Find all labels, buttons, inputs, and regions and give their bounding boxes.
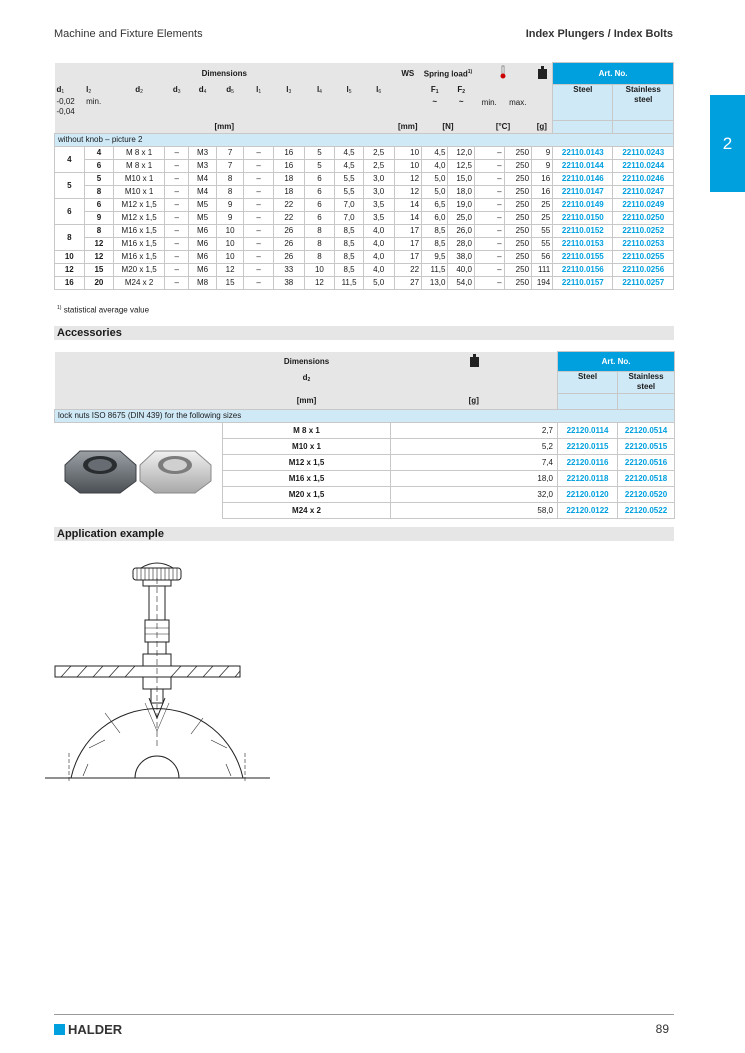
cell: 54,0 — [448, 277, 474, 290]
cell[interactable]: 22110.0247 — [613, 186, 674, 199]
cell: M3 — [189, 160, 217, 173]
cell: – — [474, 160, 504, 173]
header-section-title: Machine and Fixture Elements — [54, 28, 203, 40]
table-row — [55, 160, 674, 173]
cell: 8 — [216, 186, 244, 199]
index-plunger-table — [54, 62, 674, 290]
application-heading: Application example — [54, 527, 674, 541]
cell: 250 — [504, 173, 532, 186]
cell: – — [474, 147, 504, 160]
cell: M12 x 1,5 — [114, 212, 165, 225]
application-drawing — [45, 548, 270, 793]
cell: M4 — [189, 173, 217, 186]
cell: 4,5 — [422, 147, 448, 160]
cell: 16 — [532, 173, 553, 186]
cell: 12,0 — [448, 147, 474, 160]
cell: 4,0 — [363, 264, 394, 277]
cell: M6 — [189, 251, 217, 264]
cell: 250 — [504, 212, 532, 225]
col-l2: $l_2$ min. — [86, 84, 102, 106]
table-row — [55, 173, 674, 186]
unit-c: [°C] — [495, 121, 511, 131]
acc-art-no-header: Art. No. — [558, 352, 675, 372]
cell-art-stainless[interactable]: 22120.0515 — [618, 439, 675, 455]
cell: M6 — [189, 264, 217, 277]
acc-dimensions-header: Dimensions — [283, 356, 330, 366]
cell: 11,5 — [335, 277, 364, 290]
cell-size: M20 x 1,5 — [223, 487, 391, 503]
cell: 6 — [304, 173, 335, 186]
cell: 7 — [216, 160, 244, 173]
cell: 26 — [273, 238, 304, 251]
cell-art-stainless[interactable]: 22120.0520 — [618, 487, 675, 503]
spring-load-header: Spring load$^{1)}$ — [423, 69, 473, 79]
cell[interactable]: 22110.0249 — [613, 199, 674, 212]
cell: 27 — [394, 277, 422, 290]
cell: – — [165, 225, 189, 238]
cell: 10 — [216, 238, 244, 251]
logo-mark-icon — [54, 1024, 65, 1035]
cell-size: M10 x 1 — [223, 439, 391, 455]
cell[interactable]: 22110.0147 — [553, 186, 613, 199]
cell: 8 — [84, 186, 114, 199]
cell: 7 — [216, 147, 244, 160]
cell[interactable]: 22110.0157 — [553, 277, 613, 290]
cell: 17 — [394, 251, 422, 264]
cell: M5 — [189, 199, 217, 212]
col-l4: $l_4$ — [316, 84, 322, 95]
col-stainless: Stainless steel — [613, 85, 674, 121]
cell[interactable]: 22110.0255 — [613, 251, 674, 264]
cell: 250 — [504, 264, 532, 277]
cell: 40,0 — [448, 264, 474, 277]
cell: 6 — [304, 212, 335, 225]
weight-icon — [391, 352, 558, 372]
cell: M10 x 1 — [114, 186, 165, 199]
cell: 13,0 — [422, 277, 448, 290]
cell: 194 — [532, 277, 553, 290]
cell: 38 — [273, 277, 304, 290]
cell-size: M24 x 2 — [223, 503, 391, 519]
cell[interactable]: 22110.0152 — [553, 225, 613, 238]
cell: M24 x 2 — [114, 277, 165, 290]
cell: – — [244, 264, 274, 277]
cell-art-steel[interactable]: 22120.0114 — [558, 423, 618, 439]
cell: 111 — [532, 264, 553, 277]
cell: 4,0 — [363, 238, 394, 251]
unit-mm: [mm] — [214, 121, 235, 131]
cell: 6 — [84, 160, 114, 173]
cell: 4,5 — [335, 147, 364, 160]
cell: 55 — [532, 225, 553, 238]
col-f2: $F_2$ ~ — [457, 84, 466, 106]
col-d1: $d_1$ -0,02 -0,04 — [56, 84, 75, 116]
cell[interactable]: 22110.0146 — [553, 173, 613, 186]
cell: 5,5 — [335, 173, 364, 186]
cell: 12 — [304, 277, 335, 290]
cell[interactable]: 22110.0153 — [553, 238, 613, 251]
group-label: without knob – picture 2 — [55, 134, 674, 147]
cell: 12 — [394, 173, 422, 186]
cell: – — [474, 238, 504, 251]
cell[interactable]: 22110.0250 — [613, 212, 674, 225]
cell: M16 x 1,5 — [114, 238, 165, 251]
cell: – — [165, 212, 189, 225]
cell[interactable]: 22110.0155 — [553, 251, 613, 264]
cell: 22 — [273, 199, 304, 212]
cell: 8,5 — [335, 238, 364, 251]
cell: 15,0 — [448, 173, 474, 186]
cell: 12 — [394, 186, 422, 199]
col-d2: $d_2$ — [135, 84, 143, 95]
cell-art-steel[interactable]: 22120.0116 — [558, 455, 618, 471]
cell: 22 — [394, 264, 422, 277]
table-row — [55, 186, 674, 199]
cell: 8 — [304, 238, 335, 251]
cell: 33 — [273, 264, 304, 277]
cell: 250 — [504, 199, 532, 212]
cell: 6,0 — [422, 212, 448, 225]
cell: 8 — [216, 173, 244, 186]
cell: 7,0 — [335, 212, 364, 225]
cell: 250 — [504, 160, 532, 173]
cell: 9 — [216, 212, 244, 225]
cell: M4 — [189, 186, 217, 199]
col-l6: $l_6$ — [376, 84, 382, 95]
cell: 8 — [304, 251, 335, 264]
acc-col-d2: $d_2$ — [302, 372, 311, 383]
cell: 2,5 — [363, 147, 394, 160]
cell: 55 — [532, 238, 553, 251]
cell: 4,0 — [363, 225, 394, 238]
cell: 22 — [273, 212, 304, 225]
cell: 250 — [504, 277, 532, 290]
cell: – — [165, 264, 189, 277]
col-l1: $l_1$ — [256, 84, 262, 95]
cell-d1: 5 — [55, 173, 85, 199]
page-number: 89 — [655, 1022, 669, 1036]
cell[interactable]: 22110.0156 — [553, 264, 613, 277]
table-row — [55, 423, 675, 439]
cell: 250 — [504, 147, 532, 160]
cell: M 8 x 1 — [114, 147, 165, 160]
cell: – — [244, 277, 274, 290]
cell: 8 — [84, 225, 114, 238]
cell[interactable]: 22110.0253 — [613, 238, 674, 251]
cell: 16 — [532, 186, 553, 199]
col-d4: $d_4$ — [198, 84, 207, 95]
col-steel: Steel — [553, 85, 613, 121]
cell: 5,0 — [422, 173, 448, 186]
cell-size: M12 x 1,5 — [223, 455, 391, 471]
cell[interactable]: 22110.0149 — [553, 199, 613, 212]
cell: 5,0 — [422, 186, 448, 199]
table-row — [55, 277, 674, 290]
cell: 12 — [84, 251, 114, 264]
cell: – — [474, 264, 504, 277]
cell: – — [244, 238, 274, 251]
table-row — [55, 212, 674, 225]
cell: 8,5 — [335, 264, 364, 277]
cell: 250 — [504, 186, 532, 199]
cell: 3,0 — [363, 173, 394, 186]
cell: 4,0 — [363, 251, 394, 264]
cell: 5 — [304, 147, 335, 160]
cell: 18 — [273, 173, 304, 186]
cell: 14 — [394, 212, 422, 225]
cell: 9,5 — [422, 251, 448, 264]
cell: 10 — [394, 160, 422, 173]
cell-art-steel[interactable]: 22120.0118 — [558, 471, 618, 487]
thermometer-icon — [474, 63, 531, 85]
cell: 15 — [216, 277, 244, 290]
cell: – — [165, 173, 189, 186]
cell-art-stainless[interactable]: 22120.0516 — [618, 455, 675, 471]
cell: – — [474, 212, 504, 225]
cell-weight: 7,4 — [391, 455, 558, 471]
cell-weight: 5,2 — [391, 439, 558, 455]
cell: 26 — [273, 225, 304, 238]
table-row — [55, 147, 674, 160]
cell: M6 — [189, 238, 217, 251]
col-min: min. — [481, 97, 497, 107]
cell[interactable]: 22110.0144 — [553, 160, 613, 173]
halder-logo: HALDER — [54, 1022, 122, 1037]
cell[interactable]: 22110.0143 — [553, 147, 613, 160]
cell: M 8 x 1 — [114, 160, 165, 173]
cell: 10 — [216, 251, 244, 264]
acc-group-label: lock nuts ISO 8675 (DIN 439) for the following sizes — [55, 410, 675, 423]
cell[interactable]: 22110.0252 — [613, 225, 674, 238]
cell-weight: 18,0 — [391, 471, 558, 487]
cell: – — [165, 251, 189, 264]
cell: – — [165, 277, 189, 290]
weight-icon — [532, 63, 553, 85]
cell-weight: 32,0 — [391, 487, 558, 503]
cell: 11,5 — [422, 264, 448, 277]
cell: 8 — [304, 225, 335, 238]
acc-col-steel: Steel — [558, 372, 618, 394]
cell-d1: 8 — [55, 225, 85, 251]
cell-d1: 16 — [55, 277, 85, 290]
ws-header: WS — [401, 68, 415, 78]
cell: 9 — [84, 212, 114, 225]
cell: 9 — [532, 160, 553, 173]
cell: 9 — [532, 147, 553, 160]
acc-col-stainless: Stainless steel — [618, 372, 675, 394]
cell: 12 — [216, 264, 244, 277]
cell: – — [165, 160, 189, 173]
cell: – — [165, 238, 189, 251]
cell: – — [474, 225, 504, 238]
cell: – — [244, 225, 274, 238]
cell: M8 — [189, 277, 217, 290]
cell: 10 — [304, 264, 335, 277]
cell: 15 — [84, 264, 114, 277]
cell: 26,0 — [448, 225, 474, 238]
cell: 25 — [532, 212, 553, 225]
cell: – — [165, 199, 189, 212]
cell: – — [474, 251, 504, 264]
cell: 8,5 — [335, 251, 364, 264]
col-d3: $d_3$ — [172, 84, 181, 95]
cell: – — [474, 173, 504, 186]
cell: M20 x 1,5 — [114, 264, 165, 277]
footnote: $^{1)}$ statistical average value — [57, 305, 150, 315]
cell: 38,0 — [448, 251, 474, 264]
cell: – — [244, 212, 274, 225]
col-f1: $F_1$ ~ — [430, 84, 439, 106]
table-row — [55, 264, 674, 277]
cell: 17 — [394, 225, 422, 238]
cell: 25 — [532, 199, 553, 212]
unit-mm-ws: [mm] — [398, 121, 418, 131]
cell: M16 x 1,5 — [114, 225, 165, 238]
cell: 7,0 — [335, 199, 364, 212]
cell: – — [244, 199, 274, 212]
cell: 250 — [504, 238, 532, 251]
cell: 28,0 — [448, 238, 474, 251]
cell: – — [244, 160, 274, 173]
col-max: max. — [509, 97, 527, 107]
cell-art-steel[interactable]: 22120.0122 — [558, 503, 618, 519]
cell: 4,0 — [422, 160, 448, 173]
table-row — [55, 199, 674, 212]
cell: 26 — [273, 251, 304, 264]
accessories-heading: Accessories — [54, 326, 674, 340]
cell: 4 — [84, 147, 114, 160]
cell: 16 — [273, 160, 304, 173]
cell: 8,5 — [335, 225, 364, 238]
table-row — [55, 251, 674, 264]
cell: – — [474, 277, 504, 290]
cell: 12,5 — [448, 160, 474, 173]
cell: M16 x 1,5 — [114, 251, 165, 264]
cell-art-stainless[interactable]: 22120.0514 — [618, 423, 675, 439]
cell: 5,0 — [363, 277, 394, 290]
dimensions-header: Dimensions — [201, 68, 247, 78]
cell[interactable]: 22110.0243 — [613, 147, 674, 160]
cell: 20 — [84, 277, 114, 290]
cell: M12 x 1,5 — [114, 199, 165, 212]
art-no-header: Art. No. — [553, 63, 674, 85]
cell: 16 — [273, 147, 304, 160]
acc-unit-mm: [mm] — [296, 396, 317, 406]
cell: 18 — [273, 186, 304, 199]
cell: 3,0 — [363, 186, 394, 199]
cell: 17 — [394, 238, 422, 251]
cell-d1: 12 — [55, 264, 85, 277]
cell: 9 — [216, 199, 244, 212]
cell[interactable]: 22110.0256 — [613, 264, 674, 277]
cell: 10 — [394, 147, 422, 160]
lock-nut-photo — [60, 445, 216, 497]
cell: M10 x 1 — [114, 173, 165, 186]
cell: 250 — [504, 251, 532, 264]
cell: M6 — [189, 225, 217, 238]
cell-weight: 2,7 — [391, 423, 558, 439]
cell: 56 — [532, 251, 553, 264]
cell: – — [244, 173, 274, 186]
cell: 14 — [394, 199, 422, 212]
cell[interactable]: 22110.0150 — [553, 212, 613, 225]
cell: 4,5 — [335, 160, 364, 173]
cell-weight: 58,0 — [391, 503, 558, 519]
cell-size: M 8 x 1 — [223, 423, 391, 439]
cell-d1: 10 — [55, 251, 85, 264]
cell: 6 — [304, 186, 335, 199]
cell: 19,0 — [448, 199, 474, 212]
table-row — [55, 238, 674, 251]
cell-art-steel[interactable]: 22120.0120 — [558, 487, 618, 503]
cell: 8,5 — [422, 225, 448, 238]
col-d5: $d_5$ — [226, 84, 234, 95]
cell-art-stainless[interactable]: 22120.0522 — [618, 503, 675, 519]
cell: 6 — [304, 199, 335, 212]
cell: 25,0 — [448, 212, 474, 225]
cell: 5 — [84, 173, 114, 186]
footer-divider — [54, 1014, 674, 1015]
cell-d1: 4 — [55, 147, 85, 173]
cell: – — [244, 147, 274, 160]
cell: 5 — [304, 160, 335, 173]
cell[interactable]: 22110.0244 — [613, 160, 674, 173]
col-l5: $l_5$ — [346, 84, 352, 95]
table-row — [55, 225, 674, 238]
cell: 5,5 — [335, 186, 364, 199]
cell: – — [165, 186, 189, 199]
cell: M3 — [189, 147, 217, 160]
chapter-tab[interactable]: 2 — [710, 95, 745, 192]
cell: 2,5 — [363, 160, 394, 173]
unit-n: [N] — [442, 121, 454, 131]
cell: 3,5 — [363, 199, 394, 212]
cell: 12 — [84, 238, 114, 251]
header-product-title: Index Plungers / Index Bolts — [525, 28, 673, 40]
cell-art-steel[interactable]: 22120.0115 — [558, 439, 618, 455]
cell: – — [244, 186, 274, 199]
cell: 6,5 — [422, 199, 448, 212]
cell: M5 — [189, 212, 217, 225]
cell: 250 — [504, 225, 532, 238]
unit-g: [g] — [536, 121, 547, 131]
cell: 3,5 — [363, 212, 394, 225]
cell-d1: 6 — [55, 199, 85, 225]
cell: 10 — [216, 225, 244, 238]
cell-size: M16 x 1,5 — [223, 471, 391, 487]
cell[interactable]: 22110.0257 — [613, 277, 674, 290]
cell: – — [244, 251, 274, 264]
cell: 8,5 — [422, 238, 448, 251]
cell[interactable]: 22110.0246 — [613, 173, 674, 186]
col-l3: $l_3$ — [286, 84, 292, 95]
acc-unit-g: [g] — [468, 396, 479, 406]
cell: – — [474, 199, 504, 212]
cell: 6 — [84, 199, 114, 212]
cell: – — [165, 147, 189, 160]
cell-art-stainless[interactable]: 22120.0518 — [618, 471, 675, 487]
cell: 18,0 — [448, 186, 474, 199]
cell: – — [474, 186, 504, 199]
